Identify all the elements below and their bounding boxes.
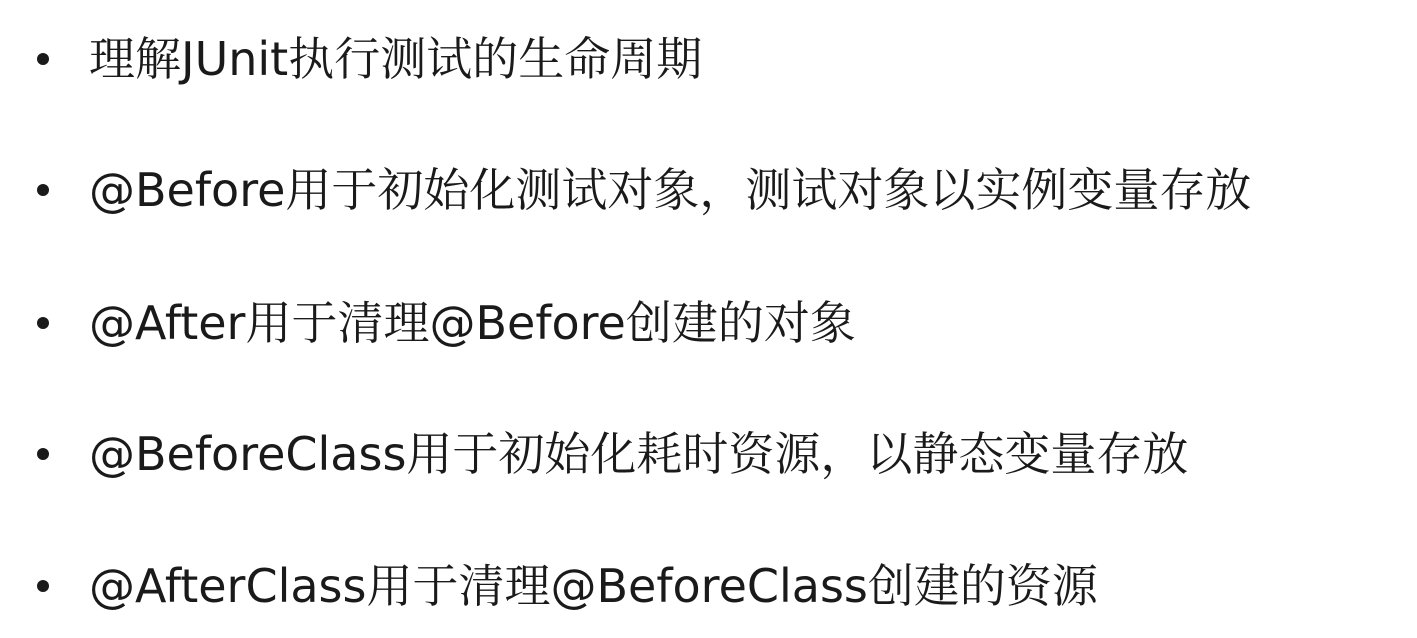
bullet-text: @Before用于初始化测试对象，测试对象以实例变量存放 <box>89 163 1252 217</box>
bullet-text: @After用于清理@Before创建的对象 <box>89 296 856 350</box>
bullet-item-before <box>37 160 1251 220</box>
bullet-text: @BeforeClass用于初始化耗时资源，以静态变量存放 <box>89 427 1189 481</box>
bullet-item-after <box>37 293 856 353</box>
bullet-text: @AfterClass用于清理@BeforeClass创建的资源 <box>89 559 1098 613</box>
bullet-dot-icon <box>37 448 49 460</box>
bullet-dot-icon <box>37 53 49 65</box>
bullet-dot-icon <box>37 580 49 592</box>
bullet-item-before-class <box>37 424 1188 484</box>
bullet-dot-icon <box>37 184 49 196</box>
bullet-item-after-class <box>37 556 1098 616</box>
bullet-item-lifecycle <box>37 29 702 89</box>
bullet-dot-icon <box>37 317 49 329</box>
bullet-text: 理解JUnit执行测试的生命周期 <box>89 32 703 86</box>
